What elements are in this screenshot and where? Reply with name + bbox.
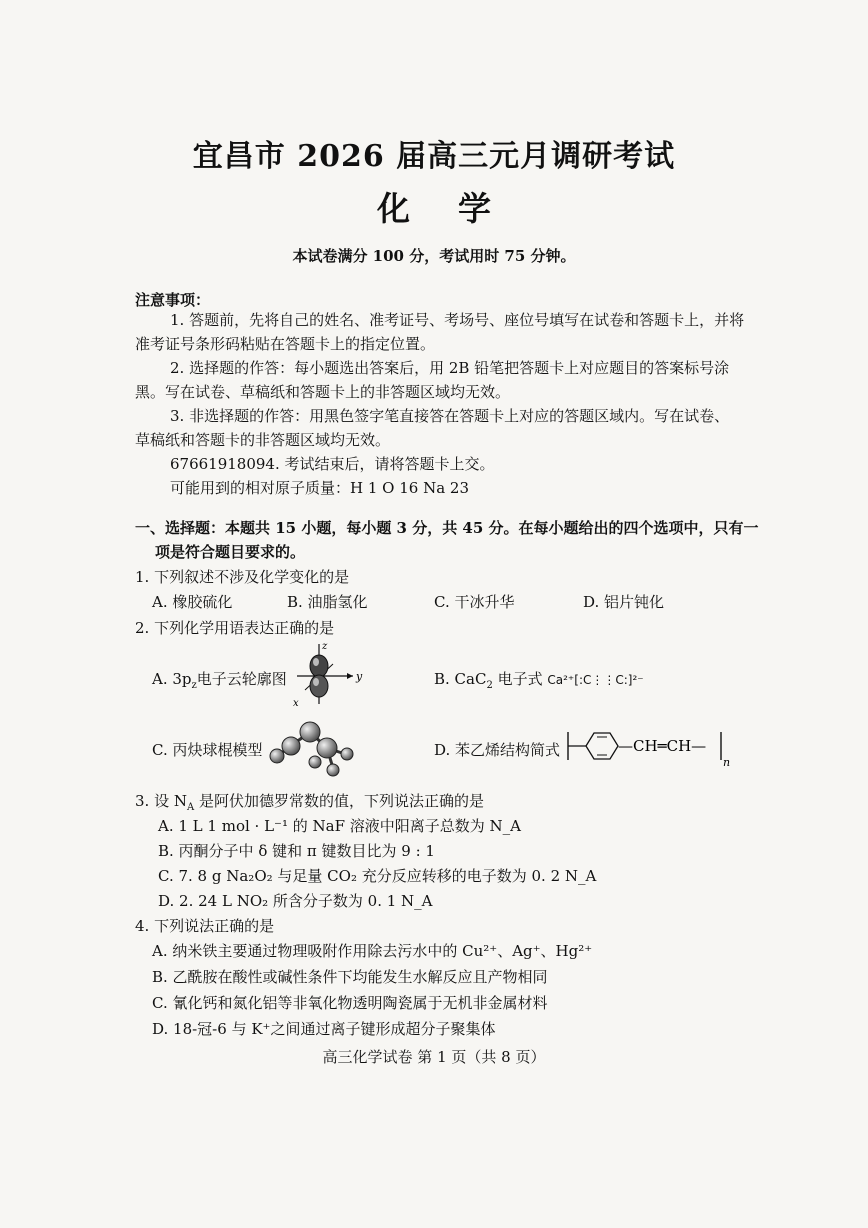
subject-title: 化学 bbox=[377, 189, 539, 228]
question-4-option-a: A. 纳米铁主要通过物理吸附作用除去污水中的 Cu²⁺、Ag⁺、Hg²⁺ bbox=[152, 942, 593, 960]
option-a-label: A. 3p bbox=[152, 670, 192, 688]
exam-title: 宜昌市 2026 届高三元月调研考试 bbox=[192, 139, 676, 174]
question-2-stem: 2. 下列化学用语表达正确的是 bbox=[135, 619, 335, 637]
propyne-ball-stick-model bbox=[265, 718, 360, 780]
section-heading-line2: 项是符合题目要求的。 bbox=[155, 543, 306, 561]
q3-stem-sub: A bbox=[186, 802, 195, 813]
question-3-option-c: C. 7. 8 g Na₂O₂ 与足量 CO₂ 充分反应转移的电子数为 0. 2 N_A bbox=[158, 867, 597, 885]
notice-item-2: 2. 选择题的作答：每小题选出答案后，用 2B 铅笔把答题卡上对应题目的答案标号涂 bbox=[170, 359, 730, 377]
axis-y-label: y bbox=[356, 670, 363, 683]
repeat-unit-n: n bbox=[723, 756, 731, 768]
question-4-option-c: C. 氰化钙和氮化铝等非氧化物透明陶瓷属于无机非金属材料 bbox=[152, 994, 548, 1012]
notice-item-3-cont: 草稿纸和答题卡的非答题区域均无效。 bbox=[135, 431, 391, 449]
notice-item-4: 67661918094. 考试结束后，请将答题卡上交。 bbox=[170, 455, 495, 473]
question-1-option-c: C. 干冰升华 bbox=[434, 593, 515, 611]
question-2-option-a bbox=[152, 668, 287, 691]
notice-item-1-cont: 准考证号条形码粘贴在答题卡上的指定位置。 bbox=[135, 335, 436, 353]
page-footer: 高三化学试卷 第 1 页（共 8 页） bbox=[322, 1048, 546, 1066]
question-3-option-b: B. 丙酮分子中 δ 键和 π 键数目比为 9 : 1 bbox=[158, 842, 435, 860]
option-b-sub: 2 bbox=[486, 680, 493, 691]
option-b-label: B. CaC bbox=[434, 670, 487, 688]
p-orbital-diagram bbox=[285, 638, 365, 710]
question-1-option-a: A. 橡胶硫化 bbox=[152, 593, 233, 611]
vinyl-group-text: —CH═CH— bbox=[618, 737, 707, 755]
question-4-option-b: B. 乙酰胺在酸性或碱性条件下均能发生水解反应且产物相同 bbox=[152, 968, 548, 986]
atomic-masses: 可能用到的相对原子质量：H 1 O 16 Na 23 bbox=[170, 479, 470, 497]
question-3-option-a: A. 1 L 1 mol · L⁻¹ 的 NaF 溶液中阳离子总数为 N_A bbox=[158, 817, 521, 835]
question-1-stem: 1. 下列叙述不涉及化学变化的是 bbox=[135, 568, 350, 586]
question-1-option-d: D. 铝片钝化 bbox=[583, 593, 665, 611]
notice-item-2-cont: 黑。写在试卷、草稿纸和答题卡上的非答题区域均无效。 bbox=[135, 383, 511, 401]
axis-x-label: x bbox=[293, 698, 299, 709]
exam-info: 本试卷满分 100 分，考试用时 75 分钟。 bbox=[292, 247, 576, 265]
axis-z-label: z bbox=[322, 641, 328, 652]
option-a-sub: z bbox=[191, 680, 197, 691]
notice-item-3: 3. 非选择题的作答：用黑色签字笔直接答在答题卡上对应的答题区域内。写在试卷、 bbox=[170, 407, 730, 425]
question-3-option-d: D. 2. 24 L NO₂ 所含分子数为 0. 1 N_A bbox=[158, 892, 433, 910]
polystyrene-structure bbox=[564, 724, 734, 768]
notice-heading: 注意事项： bbox=[135, 291, 211, 309]
question-1-option-b: B. 油脂氢化 bbox=[287, 593, 368, 611]
question-4-stem: 4. 下列说法正确的是 bbox=[135, 917, 275, 935]
section-heading-line1: 一、选择题：本题共 15 小题，每小题 3 分，共 45 分。在每小题给出的四个选项中，只有一 bbox=[135, 519, 759, 537]
question-4-option-d: D. 18-冠-6 与 K⁺之间通过离子键形成超分子聚集体 bbox=[152, 1020, 496, 1038]
notice-item-1: 1. 答题前，先将自己的姓名、准考证号、考场号、座位号填写在试卷和答题卡上，并将 bbox=[170, 311, 745, 329]
question-3-stem bbox=[135, 790, 484, 813]
question-2-option-c: C. 丙炔球棍模型 bbox=[152, 741, 263, 759]
q3-stem-rest: 是阿伏加德罗常数的值，下列说法正确的是 bbox=[194, 792, 484, 810]
option-b-text: 电子式 bbox=[492, 670, 548, 688]
q3-stem-lead: 3. 设 N bbox=[135, 792, 187, 810]
question-2-option-d: D. 苯乙烯结构简式 bbox=[434, 741, 561, 759]
calcium-carbide-electron-formula: Ca²⁺[:C⋮⋮C:]²⁻ bbox=[547, 673, 644, 687]
question-2-option-b bbox=[434, 668, 644, 691]
option-a-text: 电子云轮廓图 bbox=[196, 670, 287, 688]
